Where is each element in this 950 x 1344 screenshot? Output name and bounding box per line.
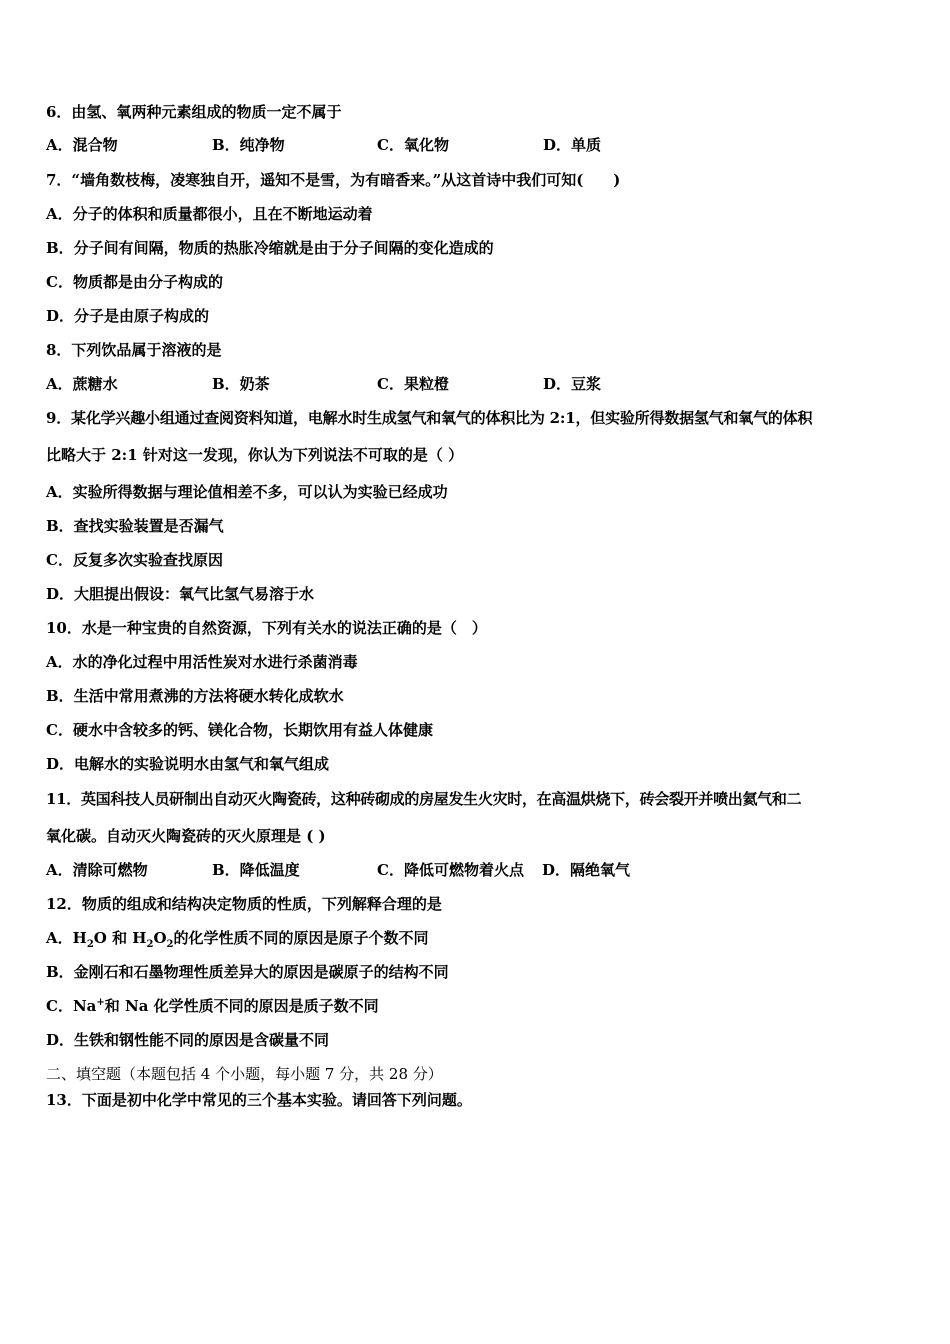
question-9-option-b: B．查找实验装置是否漏气 xyxy=(46,517,224,535)
question-13-stem: 13．下面是初中化学中常见的三个基本实验。请回答下列问题。 xyxy=(46,1091,472,1109)
option-c: C．果粒橙 xyxy=(377,375,449,393)
question-7-option-d: D．分子是由原子构成的 xyxy=(46,307,210,325)
question-6-stem: 6．由氢、氧两种元素组成的物质一定不属于 xyxy=(46,103,342,121)
question-12-option-b: B．金刚石和石墨物理性质差异大的原因是碳原子的结构不同 xyxy=(46,963,449,981)
option-c: C．降低可燃物着火点 xyxy=(377,861,524,879)
question-10-option-a: A．水的净化过程中用活性炭对水进行杀菌消毒 xyxy=(46,653,358,671)
option-a: A．蔗糖水 xyxy=(46,375,118,393)
section-2-heading: 二、填空题（本题包括 4 个小题，每小题 7 分，共 28 分） xyxy=(46,1065,443,1083)
question-7-option-b: B．分子间有间隔，物质的热胀冷缩就是由于分子间隔的变化造成的 xyxy=(46,239,494,257)
question-9-option-a: A．实验所得数据与理论值相差不多，可以认为实验已经成功 xyxy=(46,483,448,501)
option-c: C．氧化物 xyxy=(377,136,449,154)
question-9-stem-line1: 9．某化学兴趣小组通过查阅资料知道，电解水时生成氢气和氧气的体积比为 2:1，但实验所得数据氢气和氧气的体积 xyxy=(46,409,813,427)
option-d: D．单质 xyxy=(543,136,602,154)
question-11-stem-line2: 氧化碳。自动灭火陶瓷砖的灭火原理是 ( ) xyxy=(46,827,326,845)
question-10-stem: 10．水是一种宝贵的自然资源，下列有关水的说法正确的是（ ） xyxy=(46,619,487,637)
question-7-option-a: A．分子的体积和质量都很小，且在不断地运动着 xyxy=(46,205,373,223)
question-9-option-c: C．反复多次实验查找原因 xyxy=(46,551,223,569)
question-7-option-c: C．物质都是由分子构成的 xyxy=(46,273,223,291)
option-d: D．豆浆 xyxy=(543,375,602,393)
question-8-stem: 8．下列饮品属于溶液的是 xyxy=(46,341,222,359)
question-7-stem: 7．“墙角数枝梅，凌寒独自开，遥知不是雪，为有暗香来。”从这首诗中我们可知( ) xyxy=(46,171,621,189)
option-d: D．隔绝氧气 xyxy=(542,861,631,879)
question-12-stem: 12．物质的组成和结构决定物质的性质，下列解释合理的是 xyxy=(46,895,442,913)
question-10-option-c: C．硬水中含较多的钙、镁化合物，长期饮用有益人体健康 xyxy=(46,721,433,739)
option-b: B．纯净物 xyxy=(212,136,285,154)
option-b: B．降低温度 xyxy=(212,861,300,879)
question-9-option-d: D．大胆提出假设：氧气比氢气易溶于水 xyxy=(46,585,315,603)
question-9-stem-line2: 比略大于 2:1 针对这一发现，你认为下列说法不可取的是（ ） xyxy=(46,446,464,464)
option-a: A．混合物 xyxy=(46,136,118,154)
question-11-stem-line1: 11．英国科技人员研制出自动灭火陶瓷砖，这种砖砌成的房屋发生火灾时，在高温烘烧下，砖会裂开并喷出氦气和二 xyxy=(46,790,802,808)
question-12-option-a: A．$H_2O$ 和 $H_2O_2$的化学性质不同的原因是原子个数不同 xyxy=(46,929,429,950)
question-12-option-c: C．Na+和 Na 化学性质不同的原因是质子数不同 xyxy=(46,997,379,1015)
option-a: A．清除可燃物 xyxy=(46,861,148,879)
question-12-option-d: D．生铁和钢性能不同的原因是含碳量不同 xyxy=(46,1031,330,1049)
question-10-option-b: B．生活中常用煮沸的方法将硬水转化成软水 xyxy=(46,687,344,705)
option-b: B．奶茶 xyxy=(212,375,270,393)
question-10-option-d: D．电解水的实验说明水由氢气和氧气组成 xyxy=(46,755,330,773)
